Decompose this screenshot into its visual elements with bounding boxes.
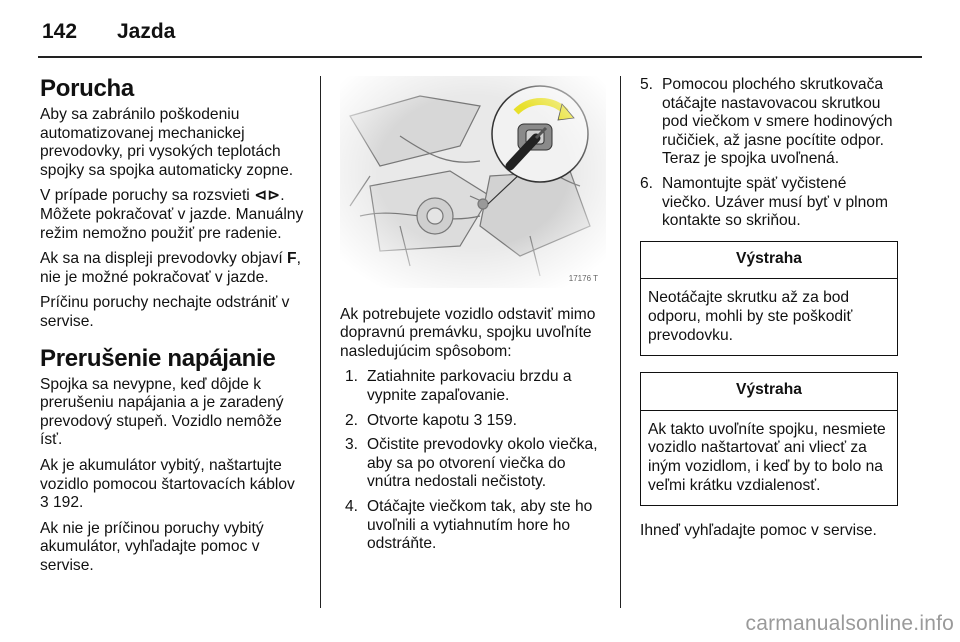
warning-body: Neotáčajte skrutku až za bod odporu, mohli by ste poškodiť prevodovku.: [648, 289, 853, 344]
list-item: 3. Očistite prevodovky okolo viečka, aby sa po otvorení viečka do vnútra nedostali nečistoty.: [345, 436, 598, 491]
paragraph: Spojka sa nevypne, keď dôjde k prerušeniu napájania a je zaradený prevodový stupeň. Vozidlo nemôže ísť.: [40, 375, 284, 449]
paragraph: V prípade poruchy sa rozsvieti ⊲⊳. Môžete pokračovať v jazde. Manuálny režim nemožno použiť pre radenie.: [40, 187, 304, 242]
column-divider-2: [620, 76, 621, 608]
paragraph: Ak sa na displeji prevodovky objaví F, nie je možné pokračovať v jazde.: [40, 250, 301, 286]
list-item: 6. Namontujte späť vyčistené viečko. Uzáver musí byť v plnom kontakte so skriňou.: [640, 174, 888, 230]
transmission-warning-icon: ⊲⊳: [254, 187, 281, 205]
display-letter-f: F: [287, 250, 297, 268]
column-3: [640, 76, 898, 548]
column-1: [40, 76, 306, 582]
engine-bay-illustration: [340, 76, 606, 288]
list-item: 5. Pomocou plochého skrutkovača otáčajte nastavovacou skrutkou pod viečkom v smere hodinových ručičiek, až jasne pocítite odpor. Teraz je spojka uvoľnená.: [640, 76, 893, 168]
warning-box-1: [640, 241, 898, 356]
paragraph: Ak potrebujete vozidlo odstaviť mimo dopravnú premávku, spojku uvoľníte nasledujúcim spôsobom:: [340, 305, 596, 360]
page-header: [0, 0, 960, 56]
page-number: 142: [42, 20, 78, 43]
warning-title: Výstraha: [641, 373, 897, 411]
column-divider-1: [320, 76, 321, 608]
warning-body: Ak takto uvoľníte spojku, nesmiete vozidlo naštartovať ani vliecť za iným vozidlom, i keď by to bolo na veľmi krátku vzdialenosť.: [648, 420, 886, 494]
chapter-title: Jazda: [117, 20, 176, 43]
list-item: 1. Zatiahnite parkovaciu brzdu a vypnite zapaľovanie.: [345, 368, 572, 404]
column-2: [340, 76, 608, 560]
paragraph: Ak nie je príčinou poruchy vybitý akumulátor, vyhľadajte pomoc v servise.: [40, 519, 264, 574]
warning-title: Výstraha: [641, 242, 897, 280]
paragraph: Ihneď vyhľadajte pomoc v servise.: [640, 522, 877, 540]
page-reference[interactable]: 3 192.: [40, 494, 84, 512]
figure-code: 17176 T: [568, 274, 598, 283]
paragraph: Aby sa zabránilo poškodeniu automatizovanej mechanickej prevodovky, pri vysokých teplotách spojky sa spojka automaticky zopne.: [40, 106, 294, 179]
paragraph: Príčinu poruchy nechajte odstrániť v servise.: [40, 294, 290, 330]
warning-box-2: [640, 372, 898, 506]
steps-list-1: [340, 368, 608, 553]
header-rule: [38, 56, 922, 58]
section-title-napajanie: Prerušenie napájanie: [40, 344, 276, 372]
paragraph: Ak je akumulátor vybitý, naštartujte vozidlo pomocou štartovacích káblov 3 192.: [40, 456, 295, 512]
section-title-porucha: Porucha: [40, 75, 134, 102]
steps-list-2: [640, 76, 898, 231]
list-item: 2. Otvorte kapotu 3 159.: [345, 411, 517, 429]
watermark: carmanualsonline.info: [745, 612, 954, 635]
list-item: 4. Otáčajte viečkom tak, aby ste ho uvoľnili a vytiahnutím hore ho odstráňte.: [345, 497, 593, 553]
